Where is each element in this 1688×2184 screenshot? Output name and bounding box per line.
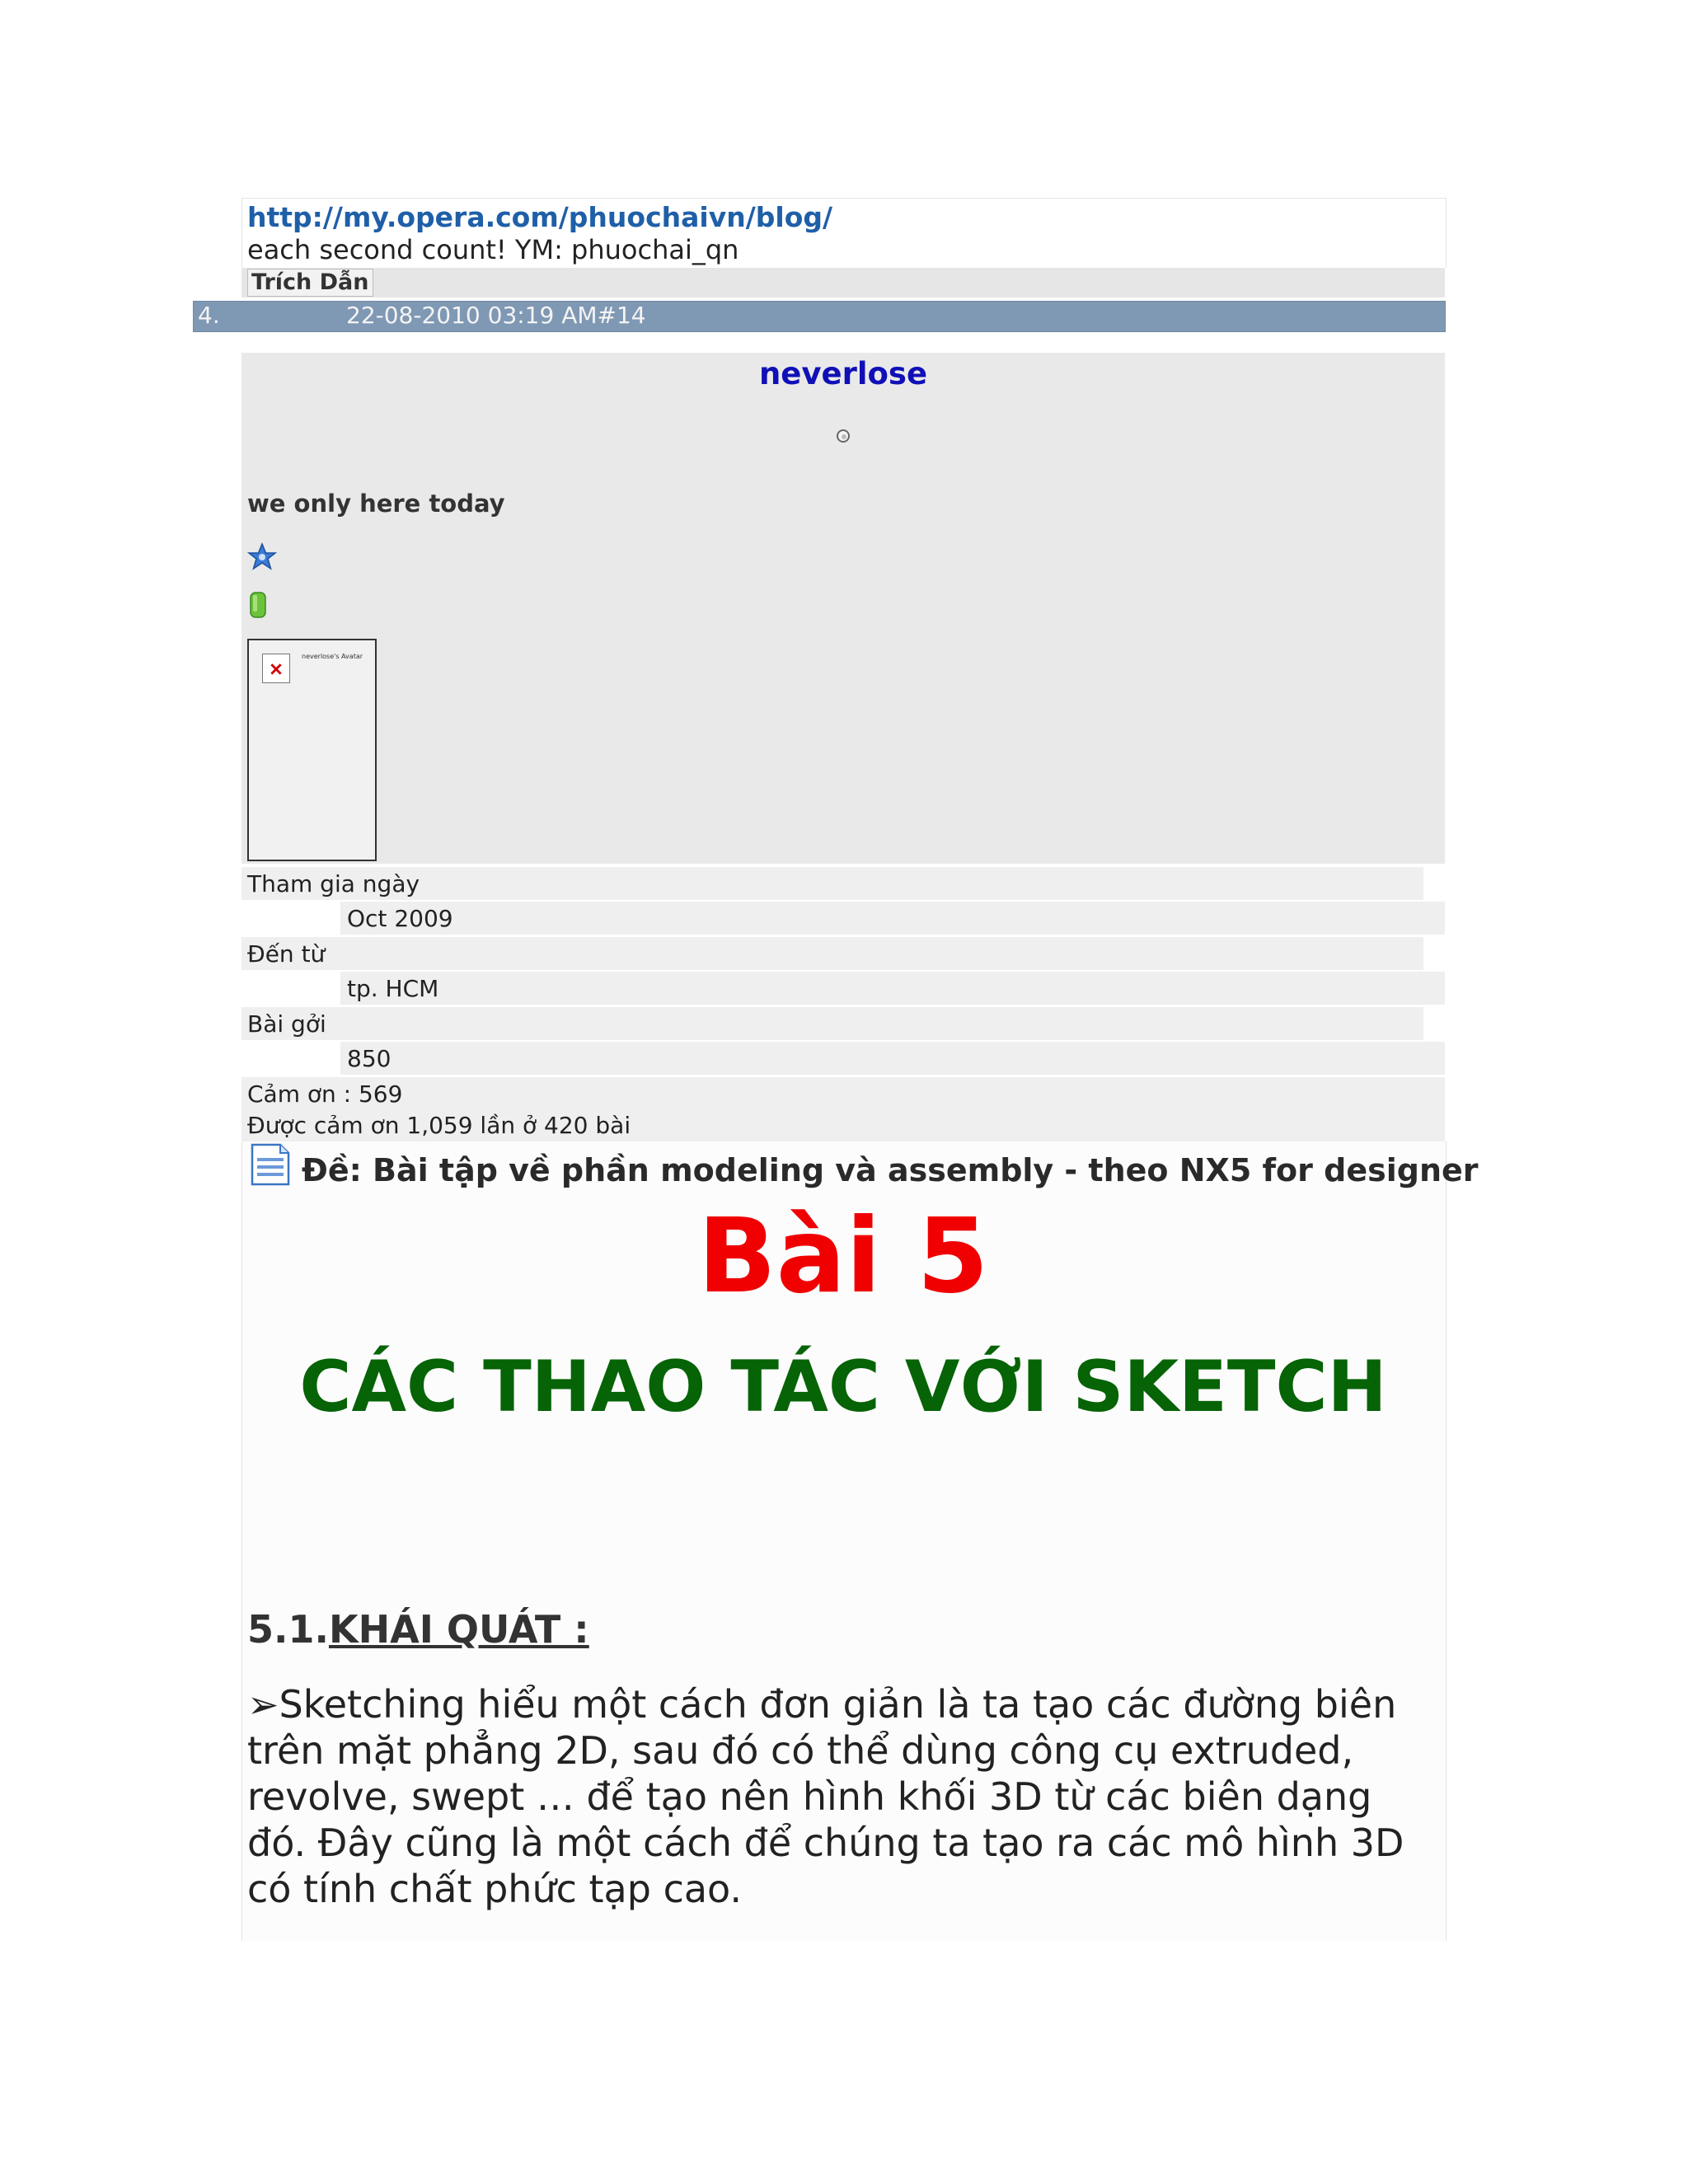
bullet-arrow-icon: ➢ (247, 1682, 279, 1727)
info-row-posts-label (241, 1007, 1423, 1040)
info-row-posts-value (340, 1042, 1445, 1075)
thanks-count: Cảm ơn : 569 (247, 1080, 403, 1108)
document-icon (249, 1141, 292, 1188)
reputation-icon (250, 592, 266, 618)
joined-label: Tham gia ngày (247, 870, 420, 898)
signature-blog-link[interactable]: http://my.opera.com/phuochaivn/blog/ (247, 201, 833, 233)
post-title: Đề: Bài tập về phần modeling và assembly - theo NX5 for designer (302, 1152, 1479, 1188)
quote-row (241, 268, 1445, 298)
location-value: tp. HCM (347, 975, 439, 1002)
location-label: Đến từ (247, 940, 326, 968)
info-row-joined-value (340, 902, 1445, 935)
post-number: 4. (198, 302, 220, 329)
post-date[interactable]: 22-08-2010 03:19 AM#14 (346, 302, 646, 329)
posts-label: Bài gởi (247, 1010, 326, 1038)
posts-value: 850 (347, 1045, 392, 1072)
username-link[interactable]: neverlose (758, 356, 928, 391)
info-row-location-value (340, 972, 1445, 1005)
thanked-count: Được cảm ơn 1,059 lần ở 420 bài (247, 1112, 631, 1139)
quote-button[interactable]: Trích Dẫn (247, 269, 373, 297)
online-status-icon (836, 429, 851, 443)
star-rank-icon (247, 542, 277, 572)
lesson-subtitle: CÁC THAO TÁC VỚI SKETCH (299, 1346, 1387, 1428)
info-row-location-label (241, 937, 1423, 970)
avatar-alt-text: neverlose's Avatar (302, 653, 363, 660)
section-title: KHÁI QUÁT : (328, 1607, 589, 1652)
signature-text: each second count! YM: phuochai_qn (247, 234, 739, 265)
joined-value: Oct 2009 (347, 905, 453, 932)
user-title: we only here today (247, 490, 505, 518)
broken-image-icon (262, 654, 290, 683)
section-number: 5.1. (247, 1607, 329, 1652)
intro-paragraph (247, 1681, 1442, 1912)
section-heading (247, 1607, 589, 1652)
paragraph-text: Sketching hiểu một cách đơn giản là ta tạo các đường biên trên mặt phẳng 2D, sau đó có thể dùng công cụ extruded, revolve, swept … để tạo nên hình khối 3D từ các biên dạng đó. Đây cũng là một cách để chúng ta tạo ra các mô hình 3D có tính chất phức tạp cao. (247, 1682, 1404, 1911)
lesson-title: Bài 5 (697, 1197, 989, 1316)
